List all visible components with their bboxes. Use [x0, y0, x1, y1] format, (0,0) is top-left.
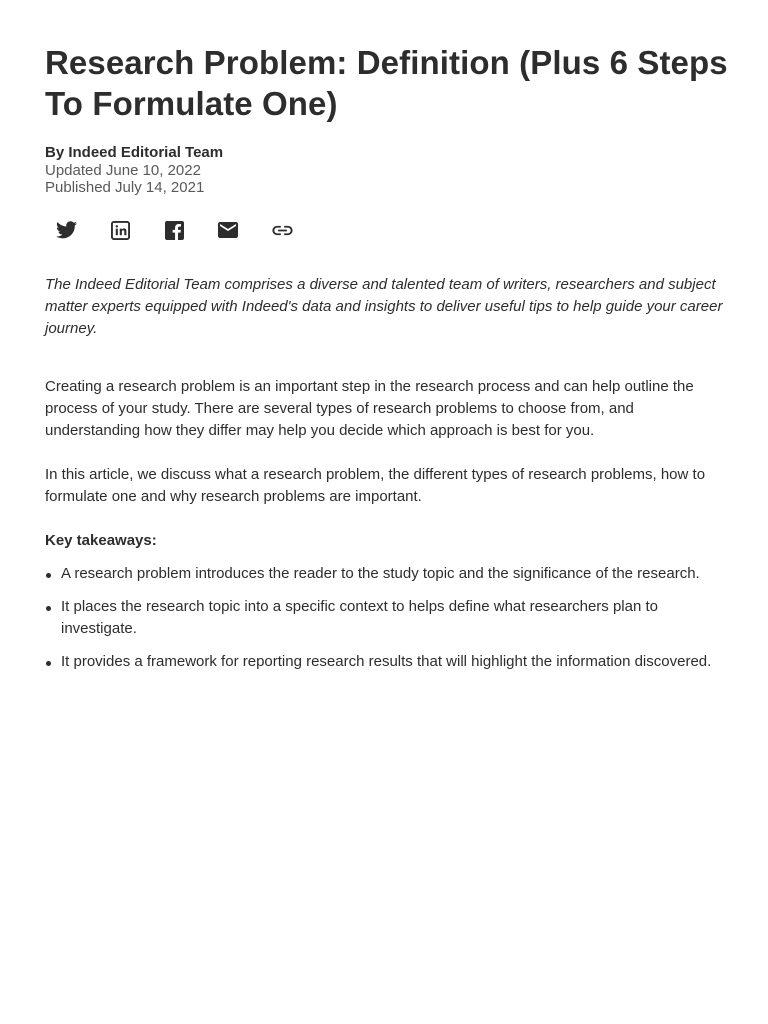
- share-bar: [55, 219, 730, 241]
- list-item: It places the research topic into a specific context to helps define what researchers plan to investigate.: [45, 596, 730, 640]
- author-name: By Indeed Editorial Team: [45, 144, 224, 161]
- link-icon: [272, 225, 293, 236]
- email-icon: [218, 222, 238, 238]
- article: [45, 42, 730, 684]
- list-item: A research problem introduces the reader to the study topic and the significance of the research.: [45, 563, 730, 585]
- twitter-icon: [56, 221, 77, 239]
- updated-date: Updated June 10, 2022: [45, 162, 201, 179]
- share-linkedin-button[interactable]: [109, 219, 131, 241]
- page-title: Research Problem: Definition (Plus 6 Steps To Formulate One): [45, 44, 728, 122]
- key-takeaways-list: [45, 563, 730, 673]
- linkedin-icon: [111, 221, 130, 240]
- share-email-button[interactable]: [217, 219, 239, 241]
- list-item: It provides a framework for reporting research results that will highlight the information discovered.: [45, 651, 730, 673]
- copy-link-button[interactable]: [271, 219, 293, 241]
- body-paragraph: Creating a research problem is an important step in the research process and can help outline the process of your study. There are several types of research problems to choose from, and understanding how they differ may help you decide which approach is best for you.: [45, 378, 694, 439]
- editorial-team-intro: The Indeed Editorial Team comprises a diverse and talented team of writers, researchers and subject matter experts equipped with Indeed's data and insights to deliver useful tips to help guide your career journey.: [45, 276, 723, 337]
- share-facebook-button[interactable]: [163, 219, 185, 241]
- facebook-icon: [165, 221, 184, 240]
- published-date: Published July 14, 2021: [45, 179, 205, 196]
- body-paragraph: In this article, we discuss what a research problem, the different types of research problems, how to formulate one and why research problems are important.: [45, 466, 706, 505]
- byline: [45, 144, 730, 196]
- share-twitter-button[interactable]: [55, 219, 77, 241]
- key-takeaways-heading: Key takeaways:: [45, 532, 157, 549]
